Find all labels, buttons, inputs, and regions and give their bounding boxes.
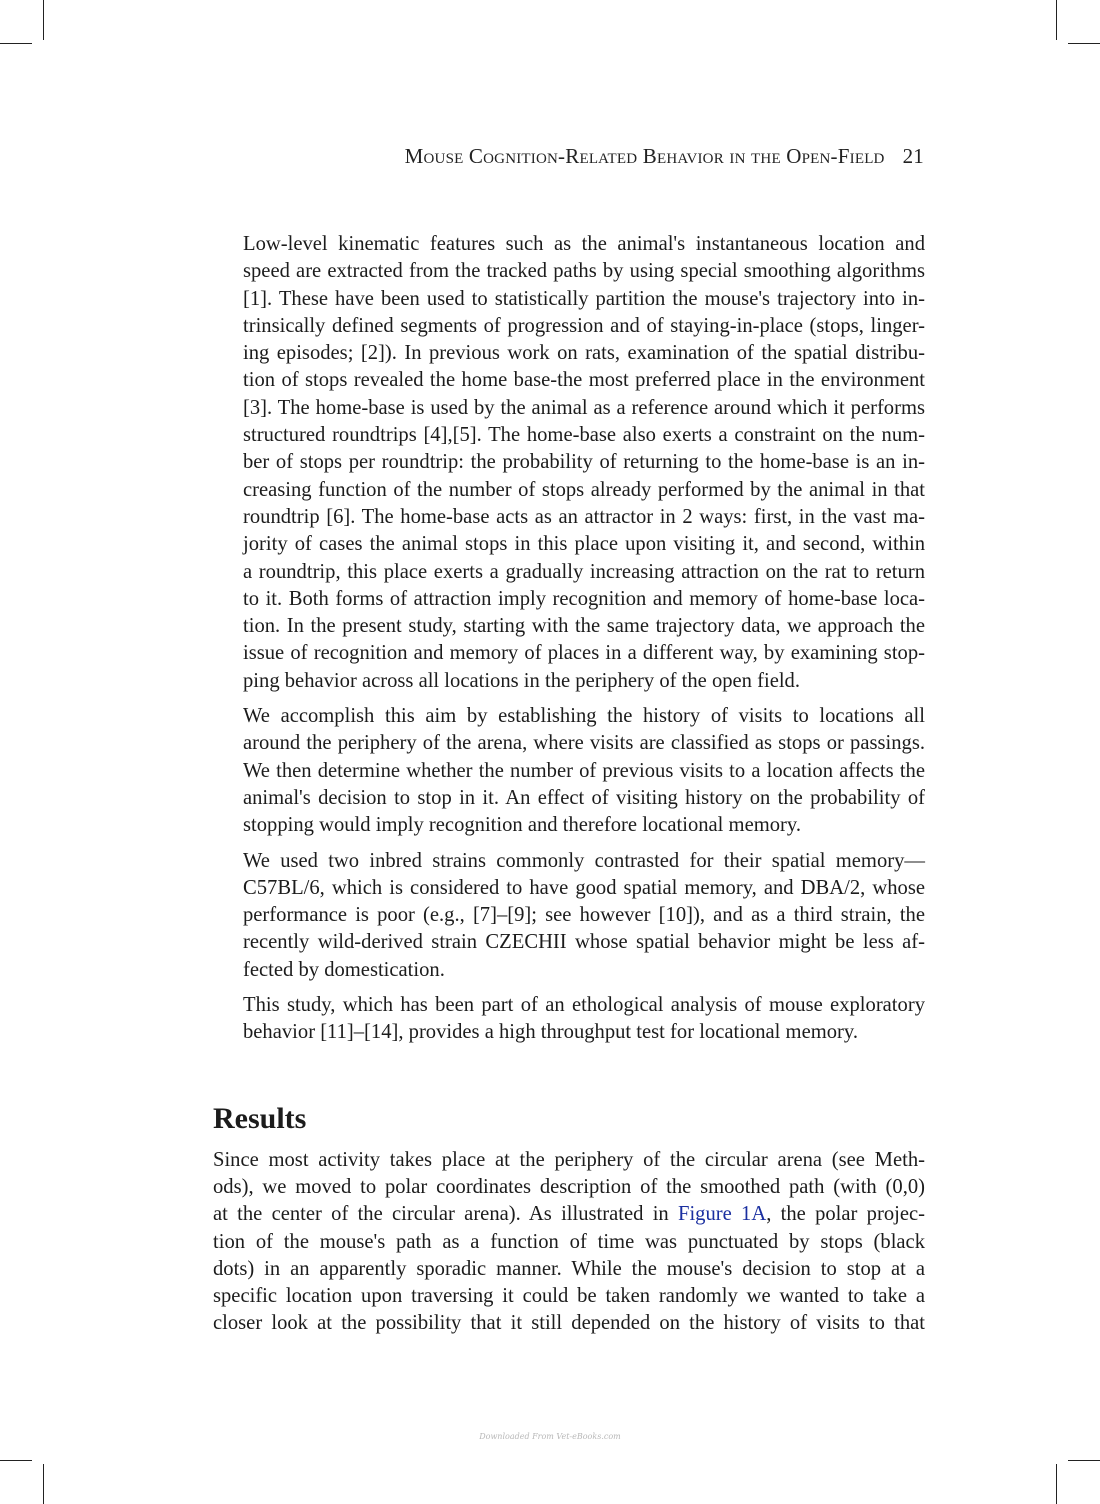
crop-mark	[1056, 1464, 1057, 1504]
text-fragment: at the center of the circular arena). As illustrated in	[213, 1203, 678, 1226]
text-line: performance is poor (e.g., [7]–[9]; see however [10]), and as a third strain, the	[243, 904, 925, 927]
running-head	[405, 144, 924, 169]
text-line: speed are extracted from the tracked paths by using special smoothing algorithms	[243, 260, 925, 283]
text-line: a roundtrip, this place exerts a gradually increasing attraction on the rat to return	[243, 560, 925, 583]
crop-mark	[0, 43, 32, 44]
text-line: tion of stops revealed the home base-the most preferred place in the environment	[243, 369, 925, 392]
paragraph-aim	[213, 703, 925, 839]
running-title: Mouse Cognition-Related Behavior in the Open-Field	[404, 144, 885, 168]
text-line: issue of recognition and memory of places in a different way, by examining stop-	[243, 642, 925, 665]
text-fragment: , the polar projec-	[766, 1203, 925, 1226]
text-line: [1]. These have been used to statistically partition the mouse's trajectory into in-	[243, 287, 925, 310]
text-line: jority of cases the animal stops in this place upon visiting it, and second, within	[243, 533, 925, 556]
article-body	[213, 231, 925, 1346]
text-line: stopping would imply recognition and therefore locational memory.	[243, 814, 801, 837]
text-line: This study, which has been part of an ethological analysis of mouse exploratory	[243, 994, 925, 1017]
section-heading-results: Results	[213, 1101, 307, 1135]
crop-mark	[1068, 1460, 1100, 1461]
text-line	[213, 1201, 925, 1228]
text-line: ber of stops per roundtrip: the probability of returning to the home-base is an in-	[243, 451, 925, 474]
text-line: closer look at the possibility that it still depended on the history of visits to that	[213, 1312, 925, 1335]
download-watermark: Downloaded From Vet-eBooks.com	[479, 1432, 621, 1441]
page-number: 21	[902, 144, 924, 168]
figure-1a-link[interactable]: Figure 1A	[678, 1203, 767, 1226]
paragraph-strains	[213, 848, 925, 984]
text-line: fected by domestication.	[243, 958, 445, 981]
text-line: dots) in an apparently sporadic manner. While the mouse's decision to stop at a	[213, 1257, 925, 1280]
text-line: roundtrip [6]. The home-base acts as an attractor in 2 ways: first, in the vast ma-	[243, 505, 925, 528]
crop-mark	[1056, 0, 1057, 40]
text-line: [3]. The home-base is used by the animal as a reference around which it performs	[243, 396, 925, 419]
text-line: around the periphery of the arena, where visits are classified as stops or passings.	[243, 732, 925, 755]
text-line: Since most activity takes place at the periphery of the circular arena (see Meth-	[213, 1148, 925, 1171]
text-line: ods), we moved to polar coordinates description of the smoothed path (with (0,0)	[213, 1175, 925, 1198]
text-line: animal's decision to stop in it. An effect of visiting history on the probability of	[243, 786, 925, 809]
text-line: We used two inbred strains commonly contrasted for their spatial memory—	[243, 849, 925, 872]
crop-mark	[1068, 43, 1100, 44]
paragraph-results	[213, 1147, 925, 1338]
text-line: tion of the mouse's path as a function of time was punctuated by stops (black	[213, 1230, 925, 1253]
paragraph-study	[213, 992, 925, 1047]
text-line: to it. Both forms of attraction imply recognition and memory of home-base loca-	[243, 587, 925, 610]
crop-mark	[43, 0, 44, 40]
text-line: We then determine whether the number of previous visits to a location affects the	[243, 759, 925, 782]
text-line: ping behavior across all locations in the periphery of the open field.	[243, 669, 801, 692]
text-line: C57BL/6, which is considered to have good spatial memory, and DBA/2, whose	[243, 876, 925, 899]
text-line: recently wild-derived strain CZECHII whose spatial behavior might be less af-	[243, 931, 925, 954]
text-line: Low-level kinematic features such as the animal's instantaneous location and	[243, 233, 925, 255]
text-line: tion. In the present study, starting with the same trajectory data, we approach the	[243, 615, 925, 638]
text-line: trinsically defined segments of progression and of staying-in-place (stops, linger-	[243, 314, 925, 337]
paragraph-intro	[213, 231, 925, 695]
text-line: creasing function of the number of stops already performed by the animal in that	[243, 478, 925, 501]
text-line: structured roundtrips [4],[5]. The home-base also exerts a constraint on the num-	[243, 424, 925, 447]
text-line: ing episodes; [2]). In previous work on rats, examination of the spatial distribu-	[243, 342, 925, 365]
text-line: We accomplish this aim by establishing the history of visits to locations all	[243, 705, 925, 728]
crop-mark	[43, 1464, 44, 1504]
text-line: behavior [11]–[14], provides a high throughput test for locational memory.	[243, 1021, 858, 1044]
text-line: specific location upon traversing it could be taken randomly we wanted to take a	[213, 1285, 925, 1308]
crop-mark	[0, 1460, 32, 1461]
